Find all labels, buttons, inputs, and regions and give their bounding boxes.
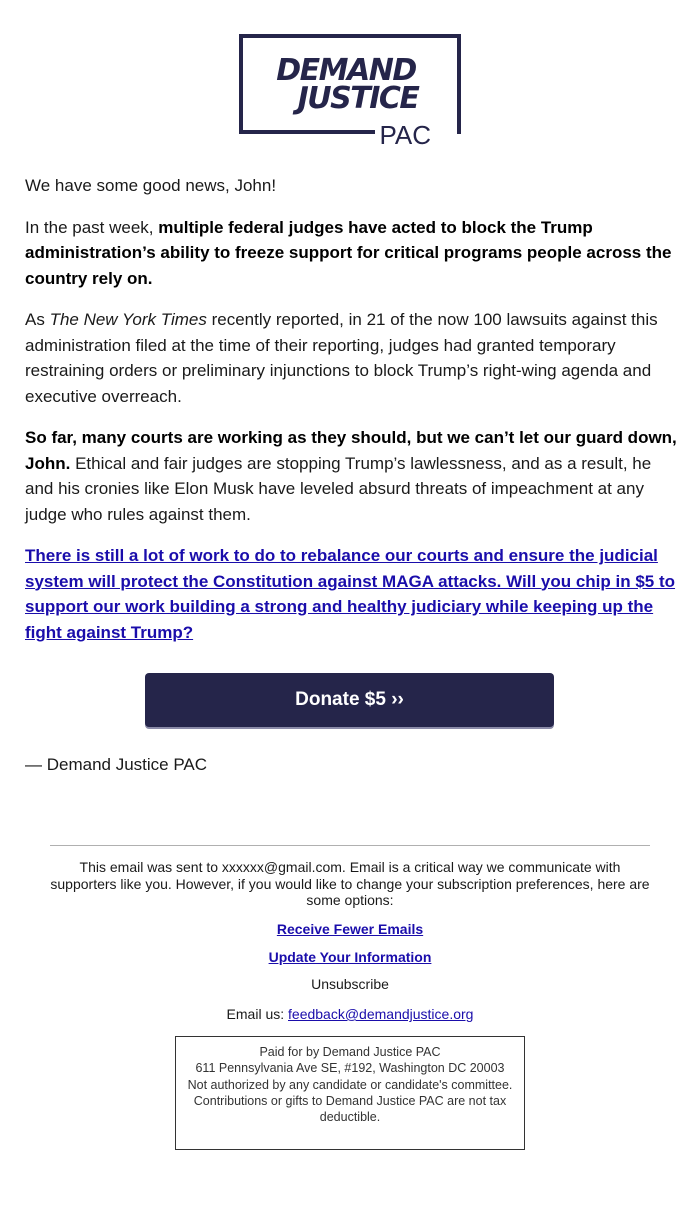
disclaimer-not-authorized: Not authorized by any candidate or candidate's committee. — [187, 1077, 513, 1092]
footer-intro: This email was sent to xxxxxx@gmail.com. Email is a critical way we communicate with supporters like you. However, if you would like to change your subscription preferences, here are some options: — [50, 859, 650, 908]
unsubscribe-link[interactable]: Unsubscribe — [311, 976, 389, 992]
update-information-link[interactable]: Update Your Information — [268, 949, 432, 965]
signoff: — Demand Justice PAC — [25, 755, 208, 774]
footer-divider — [50, 845, 650, 846]
cta-donate-link[interactable]: There is still a lot of work to do to rebalance our courts and ensure the judicial system will protect the Constitution against MAGA attacks. Will you chip in $5 to support our work building a strong and healthy judiciary while keeping up the fight against Trump? — [25, 546, 676, 642]
demand-justice-logo — [239, 34, 461, 150]
disclaimer-paid-for: Paid for by Demand Justice PAC — [259, 1045, 441, 1059]
paragraph-judges-bold: multiple federal judges have acted to block the Trump administration’s ability to freeze support for critical programs people across the country rely on. — [25, 217, 672, 288]
disclaimer-address: 611 Pennsylvania Ave SE, #192, Washington DC 20003 — [195, 1061, 505, 1076]
email-us-label: Email us: — [226, 1006, 289, 1022]
logo-frame-corner — [457, 130, 461, 134]
paragraph-nyt-as: As — [25, 310, 50, 329]
paragraph-nyt — [25, 307, 677, 409]
paid-for-disclaimer — [175, 1036, 525, 1150]
email-body — [25, 173, 677, 661]
logo-word-demand: DEMAND — [276, 53, 416, 88]
paragraph-judges-lead: In the past week, — [25, 217, 159, 237]
logo-word-pac: PAC — [375, 120, 435, 150]
paragraph-courts-bold: So far, many courts are working as they should, but we can’t let our guard down, John. — [25, 428, 677, 473]
paragraph-cta — [25, 543, 677, 645]
logo-word-justice: JUSTICE — [297, 81, 419, 116]
logo-frame-segment — [239, 130, 379, 134]
receive-fewer-emails-link[interactable]: Receive Fewer Emails — [276, 921, 424, 937]
feedback-email-link[interactable]: feedback@demandjustice.org — [288, 1006, 474, 1022]
publication-name: The New York Times — [49, 310, 207, 329]
greeting: We have some good news, John! — [25, 176, 277, 195]
paragraph-judges — [25, 215, 677, 292]
footer — [50, 859, 650, 1022]
email-us-line — [50, 1006, 650, 1023]
paragraph-courts-rest: Ethical and fair judges are stopping Trump’s lawlessness, and as a result, he and his cronies like Elon Musk have leveled absurd threats of impeachment at any judge who rules against them. — [25, 453, 652, 524]
donate-button[interactable]: Donate $5 ›› — [145, 673, 554, 727]
disclaimer-tax: Contributions or gifts to Demand Justice PAC are not tax deductible. — [193, 1093, 507, 1125]
paragraph-courts — [25, 425, 677, 527]
paragraph-nyt-rest: recently reported, in 21 of the now 100 lawsuits against this administration filed at the time of their reporting, judges had granted temporary restraining orders or preliminary injunctions to block Trump’s right-wing agenda and executive overreach. — [25, 310, 658, 406]
